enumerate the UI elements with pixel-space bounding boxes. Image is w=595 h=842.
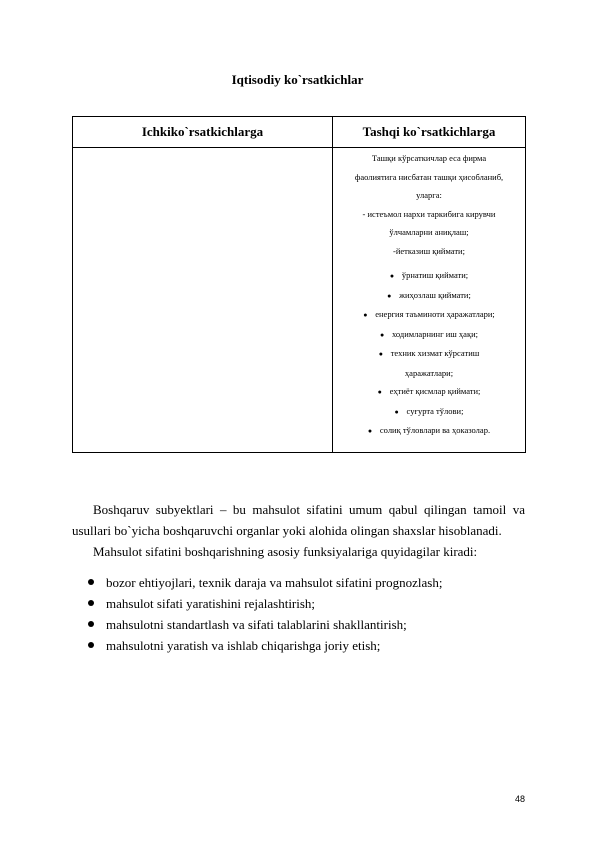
bullet-icon: ● — [380, 330, 385, 339]
list-item-continuation: ҳаражатлари; — [404, 367, 454, 378]
bullet-icon — [88, 600, 94, 606]
indicators-table — [72, 116, 526, 453]
bullet-icon: ● — [363, 311, 368, 319]
list-item: ● солиқ тўловлари ва ҳоказолар. — [333, 421, 525, 441]
external-indicators-header: Tashqi ko`rsatkichlarga — [333, 117, 526, 148]
functions-list — [72, 572, 525, 656]
list-item: mahsulot sifati yaratishini rejalashtirish; — [72, 593, 525, 614]
list-item: mahsulotni standartlash va sifati talablarini shakllantirish; — [72, 614, 525, 635]
intro-line: ўлчамларни аниқлаш; — [389, 227, 469, 237]
paragraph: Boshqaruv subyektlari – bu mahsulot sifatini umum qabul qilingan tamoil va usullari bo`yicha boshqaruvchi organlar yoki alohida olingan shaxslar hisoblanadi. — [72, 502, 525, 538]
intro-line: - истеъмол нархи таркибига кирувчи — [362, 208, 496, 219]
list-item: ● енергия таъминоти ҳаражатлари; — [333, 305, 525, 325]
bullet-icon: ● — [387, 291, 392, 300]
page-title: Iqtisodiy ko`rsatkichlar — [231, 72, 364, 87]
list-item: ● суғурта тўлови; — [333, 402, 525, 422]
list-item: bozor ehtiyojlari, texnik daraja va mahsulot sifatini prognozlash; — [72, 572, 525, 593]
intro-line: фаолиятига нисбатан ташқи ҳисобланиб, — [354, 171, 504, 182]
bullet-icon: ● — [389, 272, 395, 280]
bullet-icon: ● — [394, 407, 399, 416]
bullet-icon — [88, 642, 94, 648]
list-item: mahsulotni yaratish va ishlab chiqarishga joriy etish; — [72, 635, 525, 656]
list-item: ● техник хизмат кўрсатиш — [333, 344, 525, 364]
bullet-icon: ● — [377, 388, 382, 396]
body-text — [72, 499, 525, 656]
intro-line: Ташқи кўрсаткичлар еса фирма — [371, 153, 487, 163]
list-item: ● жиҳозлаш қиймати; — [333, 286, 525, 306]
bullet-icon: ● — [367, 427, 373, 435]
internal-indicators-cell — [73, 148, 333, 453]
external-bullet-list — [333, 266, 525, 441]
list-item: ● еҳтиёт қисмлар қиймати; — [333, 382, 525, 402]
bullet-icon: ● — [378, 350, 383, 358]
intro-line: -йетказиш қиймати; — [393, 245, 465, 256]
paragraph: Mahsulot sifatini boshqarishning asosiy funksiyalariga quyidagilar kiradi: — [93, 544, 478, 559]
bullet-icon — [88, 621, 94, 627]
table-header-row — [73, 117, 526, 148]
internal-indicators-header: Ichkiko`rsatkichlarga — [73, 117, 333, 148]
intro-line: уларга: — [416, 190, 442, 200]
bullet-icon — [88, 579, 94, 585]
external-indicators-cell — [333, 148, 526, 453]
list-item: ● ходимларнинг иш ҳақи; — [333, 325, 525, 345]
list-item: ● ўрнатиш қиймати; — [333, 266, 525, 286]
table-body-row — [73, 148, 526, 453]
page-number: 48 — [514, 794, 525, 804]
